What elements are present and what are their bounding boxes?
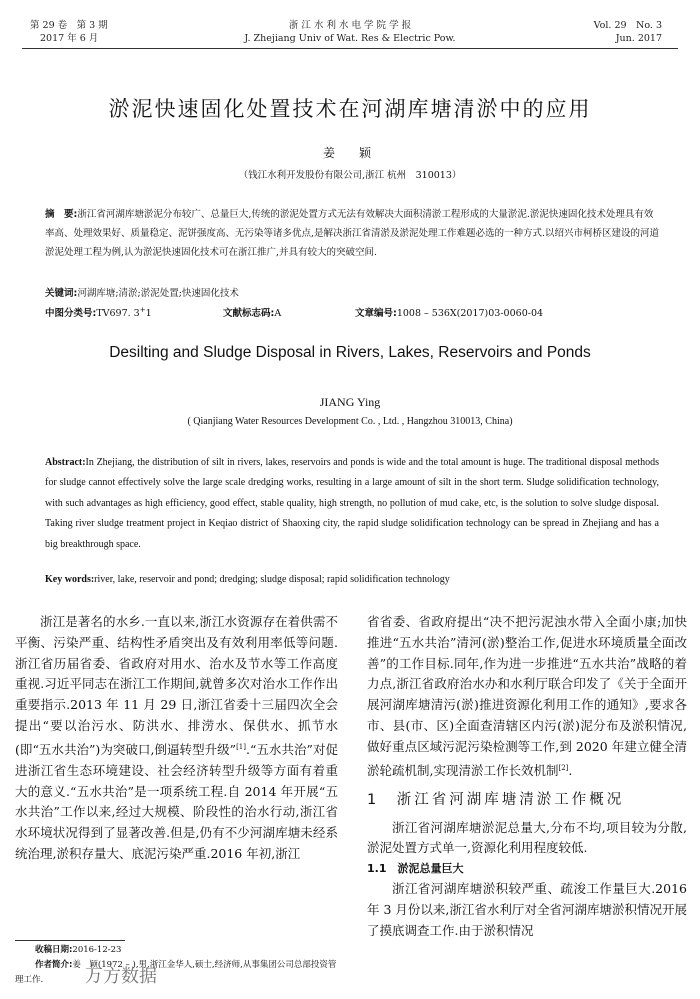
paper-title-cn: 淤泥快速固化处置技术在河湖库塘清淤中的应用 [108, 97, 592, 121]
keywords-cn-text: 河湖库塘;清淤;淤泥处置;快速固化技术 [77, 288, 239, 299]
body-left-text-b: .“五水共治”对促进浙江省生态环境建设、社会经济转型升级等方面有着重大的意义.“五水共治”是一项系统工程.自 2014 年开展“五水共治”工作以来,经过大规模、阶段性的治水行动,浙江省水环境状况得到了显著改善.但是,仍有不少河湖库塘未经系统治理,淤积存量大、底泥污染严重.2016 年初,浙江 [15, 741, 338, 861]
citation-ref: [1] [236, 742, 246, 751]
article-number-label: 文章编号: [355, 308, 397, 319]
clc-value: TV697. 3 [96, 308, 140, 319]
section-number: 1 [367, 791, 380, 808]
abstract-en-label: Abstract: [45, 457, 86, 468]
keywords-en-text: river, lake, reservoir and pond; dredging; sludge disposal; rapid solidification technology [94, 574, 450, 585]
clc-number [45, 305, 152, 319]
section-heading-1 [367, 788, 687, 812]
section-1-1-paragraph: 浙江省河湖库塘淤积较严重、疏浚工作量巨大.2016 年 3 月份以来,浙江省水利厅对全省河湖库塘淤积情况开展了摸底调查工作.由于淤积情况 [367, 881, 687, 938]
wanfang-watermark: 万方数据 [85, 966, 157, 987]
paper-title-en: Desilting and Sludge Disposal in Rivers, Lakes, Reservoirs and Ponds [109, 344, 591, 361]
journal-name-cn: 浙 江 水 利 水 电 学 院 学 报 [288, 20, 412, 31]
journal-name-en: J. Zhejiang Univ of Wat. Res & Electric Pow. [244, 33, 456, 44]
section-heading-1-1 [367, 859, 687, 879]
clc-tail: 1 [145, 308, 152, 319]
publication-date-en: Jun. 2017 [615, 33, 662, 44]
author-name-cn: 姜 颖 [322, 146, 377, 160]
doc-code-label: 文献标志码: [223, 308, 275, 319]
clc-label: 中图分类号: [45, 308, 97, 319]
abstract-en-text: In Zhejiang, the distribution of silt in rivers, lakes, reservoirs and ponds is wide and the total amount is huge. The traditional disposal methods for sludge cannot effectively solve the large scale dredging works, resulting in a large amount of silt in the short term. Sludge solidification technology, with such advantages as high efficiency, good effect, stable quality, high strength, no pollution of mud cake, etc, is the solution to solve sludge disposal. Taking river sludge treatment project in Keqiao district of Shaoxing city, the rapid sludge solidification technology can be spread in Zhejiang and has a big breakthrough space. [45, 457, 659, 550]
publication-date: 2017 年 6 月 [40, 33, 99, 44]
clc-sup: + [139, 305, 146, 314]
body-paragraph [367, 612, 687, 782]
subsection-title: 淤泥总量巨大 [397, 862, 464, 876]
keywords-cn [45, 285, 239, 299]
keywords-cn-label: 关键词: [45, 288, 78, 299]
section-1-paragraph: 浙江省河湖库塘淤泥总量大,分布不均,项目较为分散,淤泥处置方式单一,资源化利用程度较低. [367, 819, 687, 856]
affiliation-cn: （钱江水利开发股份有限公司,浙江 杭州 310013） [238, 170, 462, 181]
volume-issue: 第 29 卷 第 3 期 [30, 20, 108, 31]
article-number-value: 1008 – 536X(2017)03-0060-04 [396, 308, 544, 319]
body-right-text-b: . [568, 762, 573, 778]
abstract-en [45, 453, 659, 555]
article-number [355, 305, 543, 319]
author-name-en: JIANG Ying [319, 395, 381, 409]
volume-issue-en: Vol. 29 No. 3 [593, 20, 662, 31]
section-title: 浙江省河湖库塘清淤工作概况 [396, 791, 625, 808]
author-bio-label: 作者简介: [35, 960, 73, 970]
body-right-column [367, 612, 687, 942]
header-divider [22, 48, 678, 49]
footnote-divider [15, 940, 125, 941]
journal-volume-en [594, 19, 662, 45]
received-date [35, 943, 121, 958]
citation-ref: [2] [558, 763, 569, 772]
keywords-en-label: Key words: [45, 574, 95, 585]
keywords-en [45, 574, 450, 585]
abstract-cn-label: 摘 要: [45, 209, 78, 220]
author-bio [15, 958, 340, 988]
body-left-text-a: 浙江是著名的水乡.一直以来,浙江水资源存在着供需不平衡、污染严重、结构性矛盾突出及有效利用率低等问题.浙江省历届省委、省政府对用水、治水及节水等工作高度重视.习近平同志在浙江工作期间,就曾多次对治水工作作出重要指示.2013 年 11 月 29 日,浙江省委十三届四次全会提出“要以治污水、防洪水、排涝水、保供水、抓节水(即“五水共治”)为突破口,倒逼转型升级” [15, 614, 338, 757]
body-right-text-a: 省省委、省政府提出“决不把污泥浊水带入全面小康;加快推进“五水共治”清河(淤)整治工作,促进水环境质量全面改善”的工作目标.同年,作为进一步推进“五水共治”战略的着力点,浙江省政府治水办和水利厅联合印发了《关于全面开展河湖库塘清污(淤)推进资源化利用工作的通知》,要求各市、县(市、区)全面查清辖区内污(淤)泥分布及淤积情况,做好重点区域污泥污染检测等工作,到 2020 年建立健全清淤轮疏机制,实现清淤工作长效机制 [367, 614, 687, 778]
affiliation-en: ( Qianjiang Water Resources Development Co. , Ltd. , Hangzhou 310013, China) [187, 416, 513, 427]
subsection-number: 1.1 [367, 862, 387, 876]
author-bio-text: 姜 颖(1972 – ),男,浙江金华人,硕士,经济师,从事集团公司总部投资管理工作. [15, 960, 337, 985]
received-label: 收稿日期: [35, 945, 73, 955]
body-left-column [15, 612, 338, 865]
abstract-cn-text: 浙江省河湖库塘淤泥分布较广、总量巨大,传统的淤泥处置方式无法有效解决大面积清淤工程形成的大量淤泥.淤泥快速固化技术处理具有效率高、处理效果好、质量稳定、泥饼强度高、无污染等诸多优点,是解决浙江省清淤及淤泥处理工作难题必选的一种方式.以绍兴市柯桥区建设的河道淤泥处理工程为例,认为淤泥快速固化技术可在浙江推广,并具有较大的突破空间. [45, 209, 660, 258]
received-value: 2016-12-23 [72, 945, 122, 955]
doc-code-value: A [274, 308, 282, 319]
body-paragraph [15, 612, 338, 865]
document-code [223, 305, 281, 319]
abstract-cn [45, 205, 661, 262]
